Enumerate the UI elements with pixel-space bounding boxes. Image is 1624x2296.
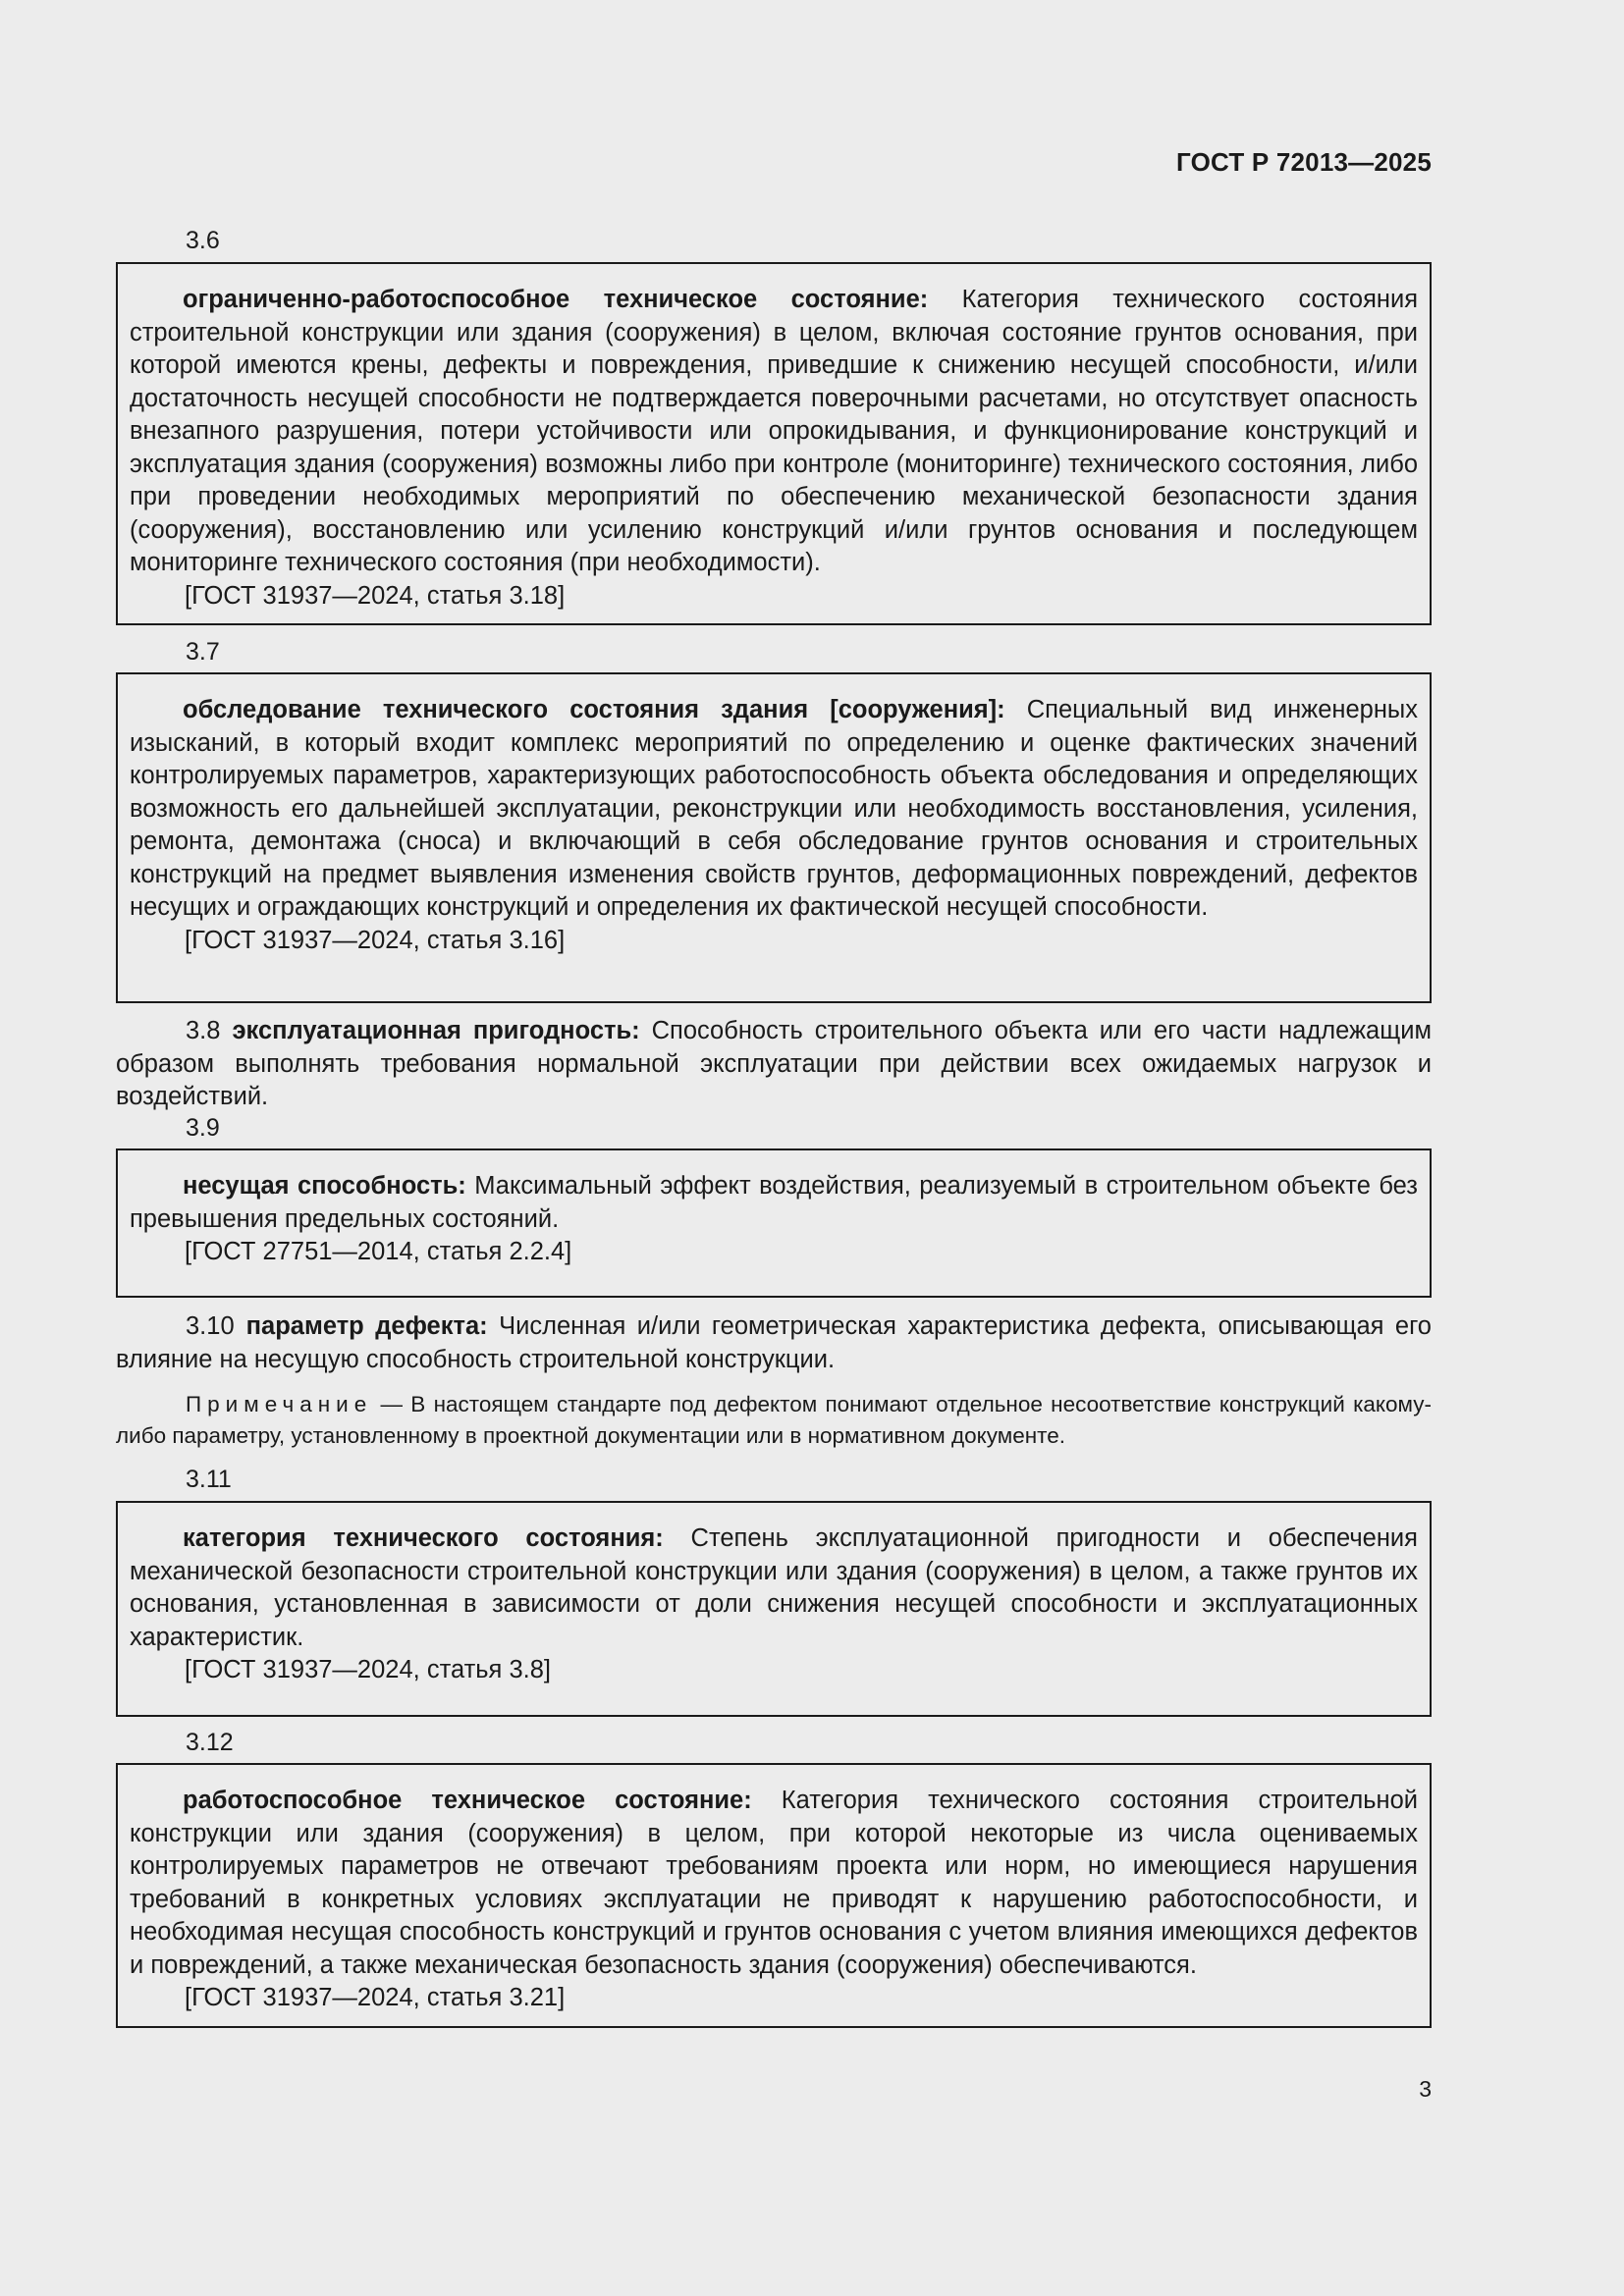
definition-paragraph bbox=[130, 694, 1418, 925]
entry-number: 3.11 bbox=[186, 1466, 232, 1493]
source-reference: [ГОСТ 31937—2024, статья 3.21] bbox=[185, 1984, 566, 2011]
definition-paragraph bbox=[130, 1522, 1418, 1654]
definition-paragraph bbox=[130, 284, 1418, 580]
term: ограниченно-работоспособное техническое состояние: bbox=[183, 286, 929, 313]
definition-text: Категория технического состояния строительной конструкции или здания (сооружения) в целом, включая состояние грунтов основания, при которой имеются крены, дефекты и повреждения, приведшие к снижению несущей способности, и/или достаточность несущей способности не подтверждается поверочными расчетами, но отсутствует опасность внезапного разрушения, потери устойчивости или опрокидывания, и функционирование конструкций и эксплуатация здания (сооружения) возможны либо при контроле (мониторинге) технического состояния, либо при проведении необходимых мероприятий по обеспечению механической безопасности здания (сооружения), восстановлению или усилению конструкций и/или грунтов основания и последующем мониторинге технического состояния (при необходимости). bbox=[130, 286, 1419, 576]
source-reference: [ГОСТ 27751—2014, статья 2.2.4] bbox=[185, 1238, 572, 1265]
definition-text: Максимальный эффект воздействия, реализуемый в строительном объекте без превышения предельных состояний. bbox=[130, 1172, 1418, 1233]
entry-number: 3.6 bbox=[186, 227, 220, 254]
entry-number: 3.9 bbox=[186, 1114, 220, 1142]
term: параметр дефекта: bbox=[245, 1312, 488, 1340]
definition-text: Специальный вид инженерных изысканий, в который входит комплекс мероприятий по определению и оценке фактических значений контролируемых параметров, характеризующих работоспособность объекта обследования и определяющих возможность его дальнейшей эксплуатации, реконструкции или необходимость восстановления, усиления, ремонта, демонтажа (сноса) и включающий в себя обследование грунтов основания и строительных конструкций на предмет выявления изменения свойств грунтов, деформационных повреждений, дефектов несущих и ограждающих конструкций и определения их фактической несущей способности. bbox=[130, 696, 1418, 921]
entry-number: 3.10 bbox=[186, 1312, 235, 1340]
term: несущая способность: bbox=[183, 1172, 466, 1200]
entry-number: 3.7 bbox=[186, 638, 220, 666]
entry-number: 3.12 bbox=[186, 1729, 234, 1756]
document-header: ГОСТ Р 72013—2025 bbox=[1176, 147, 1432, 177]
definition-paragraph bbox=[130, 1785, 1418, 1982]
definition-text: Численная и/или геометрическая характеристика дефекта, описывающая его влияние на несущую способность строительной конструкции. bbox=[116, 1312, 1432, 1373]
term: работоспособное техническое состояние: bbox=[183, 1787, 752, 1814]
page-number: 3 bbox=[1419, 2076, 1432, 2102]
definition-paragraph-plain bbox=[116, 1310, 1432, 1376]
source-reference: [ГОСТ 31937—2024, статья 3.16] bbox=[185, 926, 566, 954]
definition-box bbox=[116, 262, 1432, 625]
note bbox=[116, 1389, 1432, 1452]
definition-box bbox=[116, 672, 1432, 1003]
definition-text: Категория технического состояния строительной конструкции или здания (сооружения) в целом, при которой некоторые из числа оцениваемых контролируемых параметров не отвечают требованиям проекта или норм, но имеющиеся нарушения требований в конкретных условиях эксплуатации не приводят к нарушению работоспособности, и необходимая несущая способность конструкций и грунтов основания с учетом влияния имеющихся дефектов и повреждений, а также механическая безопасность здания (сооружения) обеспечиваются. bbox=[130, 1787, 1418, 1979]
definition-text: Способность строительного объекта или его части надлежащим образом выполнять требования нормальной эксплуатации при действии всех ожидаемых нагрузок и воздействий. bbox=[116, 1017, 1432, 1110]
definition-paragraph bbox=[130, 1170, 1418, 1236]
term: обследование технического состояния здания [сооружения]: bbox=[183, 696, 1005, 723]
note-text: — В настоящем стандарте под дефектом понимают отдельное несоответствие конструкций какому-либо параметру, установленному в проектной документации или в нормативном документе. bbox=[116, 1392, 1432, 1448]
definition-paragraph-plain bbox=[116, 1015, 1432, 1114]
source-reference: [ГОСТ 31937—2024, статья 3.8] bbox=[185, 1656, 551, 1683]
note-label: Примечание bbox=[186, 1392, 373, 1416]
term: эксплуатационная пригодность: bbox=[232, 1017, 640, 1044]
definition-box bbox=[116, 1763, 1432, 2028]
source-reference: [ГОСТ 31937—2024, статья 3.18] bbox=[185, 581, 566, 610]
term: категория технического состояния: bbox=[183, 1524, 664, 1552]
definition-box bbox=[116, 1148, 1432, 1298]
entry-number: 3.8 bbox=[186, 1017, 221, 1044]
definition-box bbox=[116, 1501, 1432, 1717]
definition-text: Степень эксплуатационной пригодности и обеспечения механической безопасности строительной конструкции или здания (сооружения) в целом, а также грунтов их основания, установленная в зависимости от доли снижения несущей способности и эксплуатационных характеристик. bbox=[130, 1524, 1418, 1651]
